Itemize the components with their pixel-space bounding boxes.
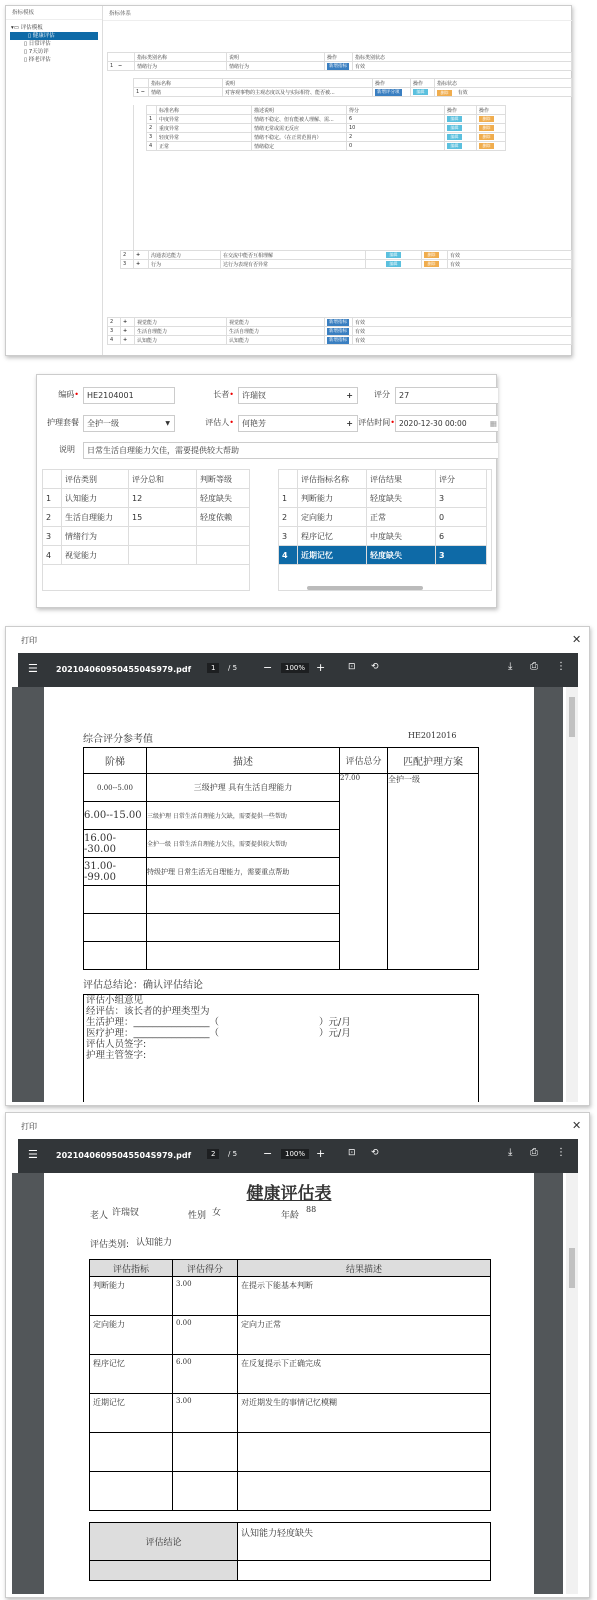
col-header: 评分 <box>436 470 487 489</box>
page-total: / 5 <box>228 1150 238 1158</box>
print-icon[interactable]: ⎙ <box>530 661 538 672</box>
add-indicator-button[interactable]: 新增指标 <box>329 63 347 69</box>
result-table: 评估指标 评估得分 结果描述 判断能力 3.00 在提示下能基本判断 定向能力 0.00 定向力正常 程序记忆 6.00 在反复提示下正确完成 近期记忆 3.00 对近期发生的事情记忆模糊 <box>89 1259 491 1511</box>
menu-icon[interactable]: ☰ <box>28 662 38 675</box>
col-header: 评分总和 <box>129 470 197 489</box>
delete-button[interactable]: 删除 <box>424 261 439 267</box>
expand-icon[interactable]: + <box>123 319 128 325</box>
category-table-header <box>107 52 572 71</box>
table-row[interactable]: 1 认知能力 12 轻度缺失 <box>43 489 250 508</box>
pdf-toolbar <box>18 1139 578 1173</box>
elder-value: 许瑞钗 <box>112 1208 140 1218</box>
cell: 情绪 <box>149 88 223 97</box>
tree-item-select[interactable]: ▯ 择老评估 <box>24 57 51 63</box>
col-header: 说明 <box>223 79 373 88</box>
pdf-filename: 20210406095045504S979.pdf <box>56 665 192 674</box>
delete-button[interactable]: 删除 <box>479 143 494 149</box>
expand-icon[interactable]: + <box>136 261 141 267</box>
vertical-scrollbar[interactable] <box>566 1173 578 1594</box>
assessor-label: 评估人 <box>205 418 230 427</box>
vertical-scrollbar[interactable] <box>566 687 578 1102</box>
delete-button[interactable]: 删除 <box>424 252 439 258</box>
reference-table: 阶梯 描述 评估总分 匹配护理方案 0.00--5.00 三级护理 具有生活自理能力 27.00 全护一级 6.00--15.00 三级护理 日常生活自理能力欠缺，需要提供一些帮助 16.00--30.00 全护一级 日常生活自理能力欠佳，需要提供较大帮助 31.00--99.00 特级护理 日常生活无自理能力，需要重点帮助 <box>83 747 479 970</box>
time-label: 评估时间 <box>358 418 391 427</box>
table-row[interactable]: 3 情绪行为 <box>43 527 250 546</box>
tree-root[interactable]: ▾▭ 评估模板 <box>11 25 43 31</box>
col-header: 评估类别 <box>62 470 129 489</box>
tree-item-7day[interactable]: ▯ 7天访评 <box>24 49 49 55</box>
file-icon: ▯ <box>28 33 33 39</box>
menu-icon[interactable]: ☰ <box>28 1148 38 1161</box>
table-row[interactable]: 4 + 认知能力 认知能力 新增指标 有效 <box>108 336 572 345</box>
col-header: 操作 <box>325 53 353 62</box>
col-header: 评估指标名称 <box>298 470 367 489</box>
plus-icon[interactable]: + <box>346 391 353 400</box>
page-input[interactable]: 2 <box>207 1149 219 1159</box>
expand-icon[interactable]: + <box>123 337 128 343</box>
conclusion-heading: 评估总结论：确认评估结论 <box>83 980 203 991</box>
col-header: 指标类别状态 <box>353 53 572 62</box>
table-row[interactable]: 2 生活自理能力 15 轻度依赖 <box>43 508 250 527</box>
template-tree <box>6 6 103 355</box>
score-table <box>146 105 506 151</box>
edit-button[interactable]: 编辑 <box>447 116 462 122</box>
add-indicator-button[interactable]: 新增指标 <box>329 337 347 343</box>
tree-item-daily[interactable]: ▯ 日常评估 <box>24 41 51 47</box>
delete-button[interactable]: 删除 <box>479 134 494 140</box>
cell: 情绪行为 <box>227 62 325 71</box>
fit-page-icon[interactable]: ⊡ <box>348 1148 356 1158</box>
collapse-icon[interactable]: − <box>140 89 145 95</box>
col-header: 操作 <box>411 79 435 88</box>
file-icon: ▯ <box>24 49 29 55</box>
score-field[interactable]: 27 <box>395 387 498 404</box>
edit-button[interactable]: 编辑 <box>447 143 462 149</box>
print-dialog-2 <box>5 1112 590 1598</box>
age-label: 年龄 <box>281 1211 300 1221</box>
table-row: 定向能力 0.00 定向力正常 <box>90 1316 491 1355</box>
opinion-box: 评估小组意见 经评估：该长者的护理类型为 生活护理：________________（ ）元/月 医疗护理：________________（ ）元/月 评估人员签字: 护理主管签字: <box>83 994 479 1102</box>
tree-item-health[interactable]: ▯ 健康评估 <box>10 32 98 40</box>
col-header: 描述说明 <box>252 106 347 115</box>
elder-label: 老人 <box>90 1211 109 1221</box>
sex-value: 女 <box>212 1208 222 1218</box>
zoom-in-icon[interactable]: + <box>316 1147 326 1160</box>
conclusion-table: 评估结论 认知能力轻度缺失 <box>89 1522 491 1581</box>
chevron-down-icon: ▼ <box>165 420 170 427</box>
col-header: 指标状态 <box>435 79 572 88</box>
doc-code: HE2012016 <box>408 731 457 740</box>
assessor-field[interactable]: 何艳芳 + <box>238 415 358 432</box>
table-row[interactable]: 2 定向能力 正常 0 <box>279 508 487 527</box>
table-row[interactable]: 1 中度异常 情绪不稳定、但有能被人理解、需... 6 编辑 删除 <box>147 115 506 124</box>
horizontal-scrollbar[interactable] <box>307 586 423 590</box>
code-field[interactable]: HE2104001 <box>83 387 175 404</box>
category-rows <box>107 317 572 345</box>
file-icon: ▯ <box>24 57 29 63</box>
col-header: 判断等级 <box>197 470 250 489</box>
tree-header: 指标模板 <box>6 6 102 20</box>
code-label: 编码 <box>58 390 75 399</box>
table-row[interactable]: 4 视觉能力 <box>43 546 250 565</box>
edit-button[interactable]: 编辑 <box>447 134 462 140</box>
indicator-result-grid <box>278 469 487 565</box>
panel-title: 指标体系 <box>109 11 132 17</box>
table-row[interactable]: 4 正常 情绪稳定 0 编辑 删除 <box>147 142 506 151</box>
print-icon[interactable]: ⎙ <box>530 1147 538 1158</box>
table-row[interactable]: 3 + 行为 达行为表现有否异常 编辑 删除 有效 <box>121 260 572 269</box>
pdf-page-2 <box>44 1173 534 1594</box>
category-score-grid <box>42 469 250 565</box>
calendar-icon[interactable]: ▦ <box>489 419 497 428</box>
zoom-input[interactable]: 100% <box>281 1149 309 1159</box>
zoom-input[interactable]: 100% <box>281 663 309 673</box>
expand-icon[interactable]: + <box>123 328 128 334</box>
status: 有效 <box>457 89 468 96</box>
reference-heading: 综合评分参考值 <box>83 734 153 745</box>
col-header: 操作 <box>373 79 411 88</box>
score-label: 评分 <box>374 390 390 399</box>
cell: 情绪行为 <box>135 62 227 71</box>
table-row[interactable]: 1 − 情绪行为 情绪行为 新增指标 有效 <box>108 62 572 71</box>
col-header: 说明 <box>227 53 325 62</box>
collapse-icon[interactable]: − <box>117 63 123 69</box>
more-icon[interactable]: ⋮ <box>556 1147 566 1158</box>
pdf-page-1 <box>44 687 534 1102</box>
form-title: 健康评估表 <box>246 1184 332 1204</box>
plan-select[interactable]: 全护一级 ▼ <box>83 415 175 432</box>
time-field[interactable]: 2020-12-30 00:00 ▦ <box>395 415 498 432</box>
edit-button[interactable]: 编辑 <box>386 261 401 267</box>
table-row: 近期记忆 3.00 对近期发生的事情记忆模糊 <box>90 1394 491 1433</box>
page-input[interactable]: 1 <box>207 663 219 673</box>
table-row[interactable]: 3 + 生活自理能力 生活自理能力 新增指标 有效 <box>108 327 572 336</box>
table-row[interactable]: 2 重度异常 情绪无常或需无反应 10 编辑 删除 <box>147 124 506 133</box>
table-row[interactable]: 3 轻度异常 情绪不稳定。（在正常范围内） 2 编辑 删除 <box>147 133 506 142</box>
zoom-out-icon[interactable]: − <box>263 661 273 674</box>
delete-button[interactable]: 删除 <box>437 90 452 96</box>
table-row-selected[interactable]: 4 近期记忆 轻度缺失 3 <box>279 546 487 565</box>
rotate-icon[interactable]: ⟲ <box>371 662 379 672</box>
add-indicator-button[interactable]: 新增指标 <box>329 328 347 334</box>
sex-label: 性别 <box>188 1211 207 1221</box>
delete-button[interactable]: 删除 <box>479 116 494 122</box>
col-header: 操作 <box>477 106 506 115</box>
download-icon[interactable]: ⤓ <box>508 1147 513 1158</box>
table-row: 程序记忆 6.00 在反复提示下正确完成 <box>90 1355 491 1394</box>
print-dialog-1 <box>5 626 590 1106</box>
col-header: 得分 <box>347 106 445 115</box>
table-row[interactable]: 2 + 视觉能力 视觉能力 新增指标 有效 <box>108 318 572 327</box>
note-label: 说明 <box>59 445 75 454</box>
delete-button[interactable]: 删除 <box>479 125 494 131</box>
category-label: 评估类别: <box>90 1240 130 1250</box>
age-value: 88 <box>306 1205 317 1214</box>
dialog-title: 打印 <box>21 1122 37 1131</box>
cell: 对客观事物的主观态度以及与实际相符、能否被... <box>223 88 373 97</box>
indicator-panel <box>5 5 572 356</box>
category-value: 认知能力 <box>136 1238 173 1248</box>
indicator-sub-table <box>133 78 572 97</box>
table-row[interactable]: 2 + 沟通表达能力 在交流中能否互相理解 编辑 删除 有效 <box>121 251 572 260</box>
page-total: / 5 <box>228 664 238 672</box>
expand-icon[interactable]: + <box>136 252 141 258</box>
col-header: 指标类别名称 <box>135 53 227 62</box>
folder-icon: ▾▭ <box>11 25 21 31</box>
close-icon[interactable]: ✕ <box>572 1119 582 1132</box>
elder-field[interactable]: 许瑞钗 + <box>238 387 358 404</box>
col-header: 指标名称 <box>149 79 223 88</box>
rotate-icon[interactable]: ⟲ <box>371 1148 379 1158</box>
edit-button[interactable]: 编辑 <box>413 89 428 95</box>
zoom-in-icon[interactable]: + <box>316 661 326 674</box>
col-header: 标准名称 <box>157 106 252 115</box>
add-indicator-button[interactable]: 新增指标 <box>329 319 347 325</box>
file-icon: ▯ <box>24 41 29 47</box>
indicator-sub-rows <box>120 250 572 269</box>
add-score-button[interactable]: 新增评分项 <box>377 89 400 95</box>
table-row[interactable]: 3 程序记忆 中度缺失 6 <box>279 527 487 546</box>
zoom-out-icon[interactable]: − <box>263 1147 273 1160</box>
assessment-form-panel: 编码• HE2104001 长者• 许瑞钗 + 评分 27 护理套餐 全护一级 ▼ 评估人• 何艳芳 + 评估时间• 2020-12-30 00:00 ▦ 说明 日常生活自理能力欠佳，需要提供较大帮助 评估类别 评分总和 判断等级 1 认知能力 12 轻度缺失 2 生活自理能力 15 轻度依赖 3 情绪行为 4 视觉能力 评估指标名称 评估结果 评分 1 判断能力 轻度缺失 3 2 定向能力 正常 0 3 程序记忆 中度缺失 6 4 近期记忆 轻度缺失 3 <box>36 374 497 608</box>
edit-button[interactable]: 编辑 <box>447 125 462 131</box>
pdf-toolbar <box>18 653 578 687</box>
plan-label: 护理套餐 <box>47 418 79 427</box>
pdf-filename: 20210406095045504S979.pdf <box>56 1151 192 1160</box>
plus-icon[interactable]: + <box>346 419 353 428</box>
more-icon[interactable]: ⋮ <box>556 661 566 672</box>
elder-label: 长者 <box>213 390 230 399</box>
close-icon[interactable]: ✕ <box>572 633 582 646</box>
note-field[interactable]: 日常生活自理能力欠佳，需要提供较大帮助 <box>83 442 498 459</box>
table-row[interactable]: 1 − 情绪 对客观事物的主观态度以及与实际相符、能否被... 新增评分项 编辑 删除 有效 <box>134 88 572 97</box>
download-icon[interactable]: ⤓ <box>508 661 513 672</box>
dialog-title: 打印 <box>21 636 37 645</box>
fit-page-icon[interactable]: ⊡ <box>348 662 356 672</box>
edit-button[interactable]: 编辑 <box>386 252 401 258</box>
table-row: 判断能力 3.00 在提示下能基本判断 <box>90 1277 491 1316</box>
col-header: 评估结果 <box>367 470 436 489</box>
cell: 有效 <box>353 62 572 71</box>
col-header: 操作 <box>445 106 477 115</box>
table-row[interactable]: 1 判断能力 轻度缺失 3 <box>279 489 487 508</box>
